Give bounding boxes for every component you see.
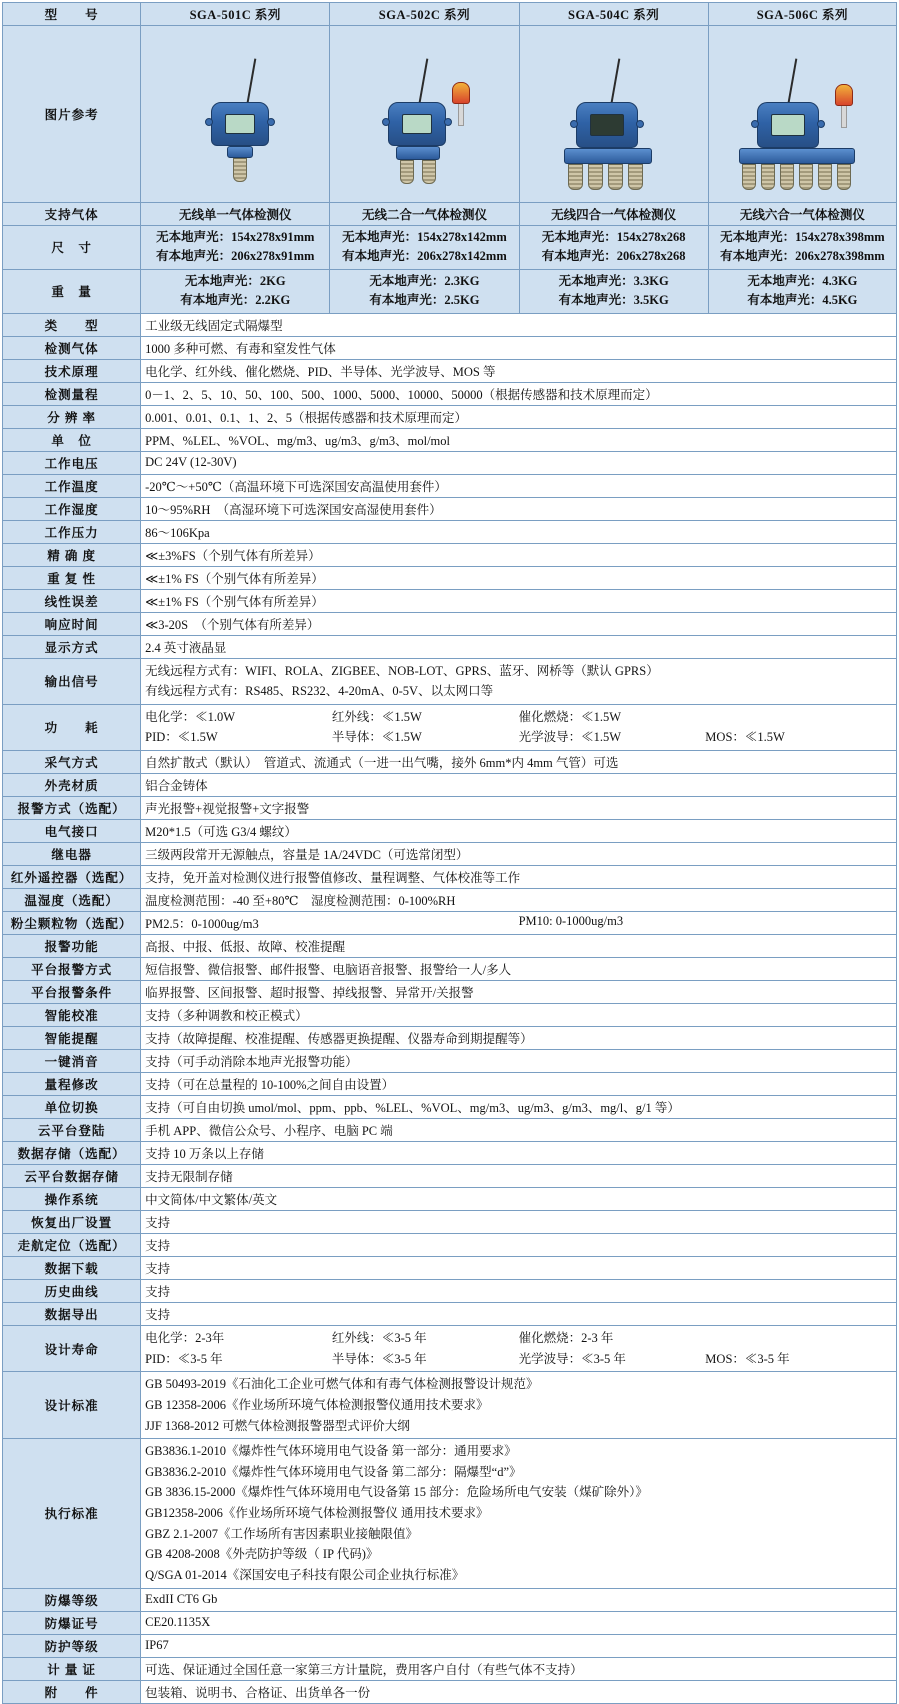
weight-501c-no-alarm: 无本地声光：2KG	[184, 273, 286, 288]
one-key-mute-value: 支持（可手动消除本地声光报警功能）	[141, 1050, 897, 1073]
unit-value: PPM、%LEL、%VOL、mg/m3、ug/m3、g/m3、mol/mol	[141, 428, 897, 451]
detect-gas-value: 1000 多种可燃、有毒和窒发性气体	[141, 336, 897, 359]
range-modify-value: 支持（可在总量程的 10-100%之间自由设置）	[141, 1073, 897, 1096]
header-model-502c: SGA-502C 系列	[330, 3, 519, 26]
output-signal-wireless: 无线远程方式有：WIFI、ROLA、ZIGBEE、NOB-LOT、GPRS、蓝牙、网桥等（默认 GPRS）	[145, 663, 659, 678]
unit-switch-value: 支持（可自由切换 umol/mol、ppm、ppb、%LEL、%VOL、mg/m3、ug/m3、g/m3、mg/l、g/1 等）	[141, 1096, 897, 1119]
row-alarm-function	[3, 935, 897, 958]
row-detect-gas	[3, 336, 897, 359]
row-relay	[3, 843, 897, 866]
mobile-positioning-label: 走航定位（选配）	[3, 1234, 141, 1257]
output-signal-label: 输出信号	[3, 658, 141, 704]
display-value: 2.4 英寸液晶显	[141, 635, 897, 658]
weight-501c	[141, 269, 330, 313]
smart-reminder-label: 智能提醒	[3, 1027, 141, 1050]
shell-material-value: 铝合金铸体	[141, 774, 897, 797]
gas-support-label: 支持气体	[3, 203, 141, 226]
data-export-label: 数据导出	[3, 1303, 141, 1326]
weight-label: 重 量	[3, 269, 141, 313]
row-exec-standard	[3, 1439, 897, 1588]
technology-label: 技术原理	[3, 359, 141, 382]
power-blank-1	[705, 707, 892, 728]
size-501c	[141, 226, 330, 270]
row-alarm-mode	[3, 797, 897, 820]
alarm-mode-value: 声光报警+视觉报警+文字报警	[141, 797, 897, 820]
smart-calibration-value: 支持（多种调教和校正模式）	[141, 1004, 897, 1027]
row-design-standard	[3, 1372, 897, 1439]
mobile-positioning-value: 支持	[141, 1234, 897, 1257]
history-curve-label: 历史曲线	[3, 1280, 141, 1303]
table-header-row	[3, 3, 897, 26]
life-mos: MOS：≪3-5 年	[705, 1351, 790, 1366]
resolution-label: 分 辨 率	[3, 405, 141, 428]
power-infrared: 红外线：≪1.5W	[331, 709, 422, 724]
size-label: 尺 寸	[3, 226, 141, 270]
row-ip-grade	[3, 1634, 897, 1657]
output-signal-value	[141, 658, 897, 704]
exec-standard-label: 执行标准	[3, 1439, 141, 1588]
power-catalytic: 催化燃烧：≪1.5W	[518, 709, 622, 724]
dust-value	[141, 912, 897, 935]
design-standard-line-1: GB 50493-2019《石油化工企业可燃气体和有毒气体检测报警设计规范》	[145, 1377, 539, 1392]
size-506c-no-alarm: 无本地声光：154x278x398mm	[720, 230, 885, 244]
output-signal-wired: 有线远程方式有：RS485、RS232、4-20mA、0-5V、以太网口等	[145, 684, 494, 699]
design-life-value	[141, 1326, 897, 1372]
dust-pm10: PM10: 0-1000ug/m3	[518, 914, 624, 928]
power-row-2	[145, 727, 892, 748]
power-electrochemical: 电化学：≪1.0W	[145, 709, 236, 724]
power-label: 功 耗	[3, 704, 141, 750]
row-measurement-certificate	[3, 1657, 897, 1680]
size-504c-no-alarm: 无本地声光：154x278x268	[541, 230, 686, 244]
size-506c	[708, 226, 896, 270]
row-shell-material	[3, 774, 897, 797]
weight-506c-with-alarm: 有本地声光：4.5KG	[747, 293, 858, 308]
image-row-label: 图片参考	[3, 26, 141, 203]
row-one-key-mute	[3, 1050, 897, 1073]
row-range-modify	[3, 1073, 897, 1096]
display-label: 显示方式	[3, 635, 141, 658]
linearity-value: ≪±1% FS（个别气体有所差异）	[141, 589, 897, 612]
device-image-504c	[519, 26, 708, 203]
device-drawing-single	[145, 28, 325, 200]
row-data-storage	[3, 1142, 897, 1165]
row-humidity	[3, 497, 897, 520]
design-standard-value	[141, 1372, 897, 1439]
one-key-mute-label: 一键消音	[3, 1050, 141, 1073]
ex-grade-value: ExdII CT6 Gb	[141, 1588, 897, 1611]
platform-alarm-mode-label: 平台报警方式	[3, 958, 141, 981]
life-catalytic: 催化燃烧：2-3 年	[518, 1331, 614, 1345]
alarm-function-label: 报警功能	[3, 935, 141, 958]
temp-humidity-option-label: 温湿度（选配）	[3, 889, 141, 912]
exec-standard-line-2: GB3836.2-2010《爆炸性气体环境用电气设备 第二部分：隔爆型“d”》	[145, 1464, 522, 1479]
row-temperature	[3, 474, 897, 497]
row-ex-grade	[3, 1588, 897, 1611]
ex-grade-label: 防爆等级	[3, 1588, 141, 1611]
size-504c	[519, 226, 708, 270]
ir-remote-value: 支持，免开盖对检测仪进行报警值修改、量程调整、气体校准等工作	[141, 866, 897, 889]
pressure-value: 86～106Kpa	[141, 520, 897, 543]
alarm-mode-label: 报警方式（选配）	[3, 797, 141, 820]
platform-alarm-condition-label: 平台报警条件	[3, 981, 141, 1004]
temperature-label: 工作温度	[3, 474, 141, 497]
weight-504c	[519, 269, 708, 313]
ip-grade-value: IP67	[141, 1634, 897, 1657]
row-electrical-interface	[3, 820, 897, 843]
cloud-login-label: 云平台登陆	[3, 1119, 141, 1142]
size-502c	[330, 226, 519, 270]
ip-grade-label: 防护等级	[3, 1634, 141, 1657]
weight-504c-no-alarm: 无本地声光：3.3KG	[558, 273, 669, 288]
accuracy-label: 精 确 度	[3, 543, 141, 566]
gas-support-504c: 无线四合一气体检测仪	[519, 203, 708, 226]
power-pid: PID：≪1.5W	[145, 730, 218, 745]
row-history-curve	[3, 1280, 897, 1303]
row-temp-humidity-option	[3, 889, 897, 912]
accessories-value: 包装箱、说明书、合格证、出货单各一份	[141, 1680, 897, 1703]
row-display	[3, 635, 897, 658]
row-linearity	[3, 589, 897, 612]
ex-certificate-label: 防爆证号	[3, 1611, 141, 1634]
dust-label: 粉尘颗粒物（选配）	[3, 912, 141, 935]
device-image-506c	[708, 26, 896, 203]
electrical-interface-value: M20*1.5（可选 G3/4 螺纹）	[141, 820, 897, 843]
weight-506c	[708, 269, 896, 313]
detect-gas-label: 检测气体	[3, 336, 141, 359]
voltage-label: 工作电压	[3, 451, 141, 474]
life-infrared: 红外线：≪3-5 年	[331, 1331, 427, 1345]
device-drawing-hex	[713, 28, 892, 200]
row-response-time	[3, 612, 897, 635]
data-storage-value: 支持 10 万条以上存储	[141, 1142, 897, 1165]
life-semiconductor: 半导体：≪3-5 年	[331, 1351, 427, 1366]
row-voltage	[3, 451, 897, 474]
platform-alarm-condition-value: 临界报警、区间报警、超时报警、掉线报警、异常开/关报警	[141, 981, 897, 1004]
row-platform-alarm-mode	[3, 958, 897, 981]
data-export-value: 支持	[141, 1303, 897, 1326]
sampling-value: 自然扩散式（默认） 管道式、流通式（一进一出气嘴，接外 6mm*内 4mm 气管）可选	[141, 751, 897, 774]
row-operating-system	[3, 1188, 897, 1211]
range-value: 0－1、2、5、10、50、100、500、1000、5000、10000、50000（根据传感器和技术原理而定）	[141, 382, 897, 405]
type-value: 工业级无线固定式隔爆型	[141, 313, 897, 336]
row-data-download	[3, 1257, 897, 1280]
factory-reset-label: 恢复出厂设置	[3, 1211, 141, 1234]
weight-502c-with-alarm: 有本地声光：2.5KG	[369, 293, 480, 308]
history-curve-value: 支持	[141, 1280, 897, 1303]
row-accessories	[3, 1680, 897, 1703]
data-download-label: 数据下载	[3, 1257, 141, 1280]
accuracy-value: ≪±3%FS（个别气体有所差异）	[141, 543, 897, 566]
header-model-504c: SGA-504C 系列	[519, 3, 708, 26]
row-resolution	[3, 405, 897, 428]
size-504c-with-alarm: 有本地声光：206x278x268	[541, 249, 686, 264]
relay-label: 继电器	[3, 843, 141, 866]
resolution-value: 0.001、0.01、0.1、1、2、5（根据传感器和技术原理而定）	[141, 405, 897, 428]
row-cloud-storage	[3, 1165, 897, 1188]
row-size	[3, 226, 897, 270]
unit-label: 单 位	[3, 428, 141, 451]
size-502c-with-alarm: 有本地声光：206x278x142mm	[342, 249, 507, 264]
row-data-export	[3, 1303, 897, 1326]
row-gas-support	[3, 203, 897, 226]
weight-502c-no-alarm: 无本地声光：2.3KG	[369, 273, 480, 288]
size-506c-with-alarm: 有本地声光：206x278x398mm	[720, 249, 885, 264]
row-cloud-login	[3, 1119, 897, 1142]
operating-system-value: 中文简体/中文繁体/英文	[141, 1188, 897, 1211]
device-image-502c	[330, 26, 519, 203]
power-mos: MOS：≪1.5W	[705, 730, 785, 745]
technology-value: 电化学、红外线、催化燃烧、PID、半导体、光学波导、MOS 等	[141, 359, 897, 382]
weight-504c-with-alarm: 有本地声光：3.5KG	[558, 293, 669, 308]
cloud-storage-value: 支持无限制存储	[141, 1165, 897, 1188]
humidity-label: 工作湿度	[3, 497, 141, 520]
design-life-row-1	[145, 1328, 892, 1349]
electrical-interface-label: 电气接口	[3, 820, 141, 843]
repeatability-value: ≪±1% FS（个别气体有所差异）	[141, 566, 897, 589]
power-optical: 光学波导：≪1.5W	[518, 730, 622, 745]
design-life-row-2	[145, 1349, 892, 1370]
row-power	[3, 704, 897, 750]
data-download-value: 支持	[141, 1257, 897, 1280]
row-accuracy	[3, 543, 897, 566]
type-label: 类 型	[3, 313, 141, 336]
operating-system-label: 操作系统	[3, 1188, 141, 1211]
life-optical: 光学波导：≪3-5 年	[518, 1351, 626, 1366]
row-unit-switch	[3, 1096, 897, 1119]
cloud-storage-label: 云平台数据存储	[3, 1165, 141, 1188]
smart-calibration-label: 智能校准	[3, 1004, 141, 1027]
row-unit	[3, 428, 897, 451]
dust-pm25: PM2.5：0-1000ug/m3	[145, 917, 259, 931]
row-type	[3, 313, 897, 336]
specification-table	[2, 2, 897, 1704]
row-sampling	[3, 751, 897, 774]
row-repeatability	[3, 566, 897, 589]
humidity-value: 10～95%RH （高湿环境下可选深国安高湿使用套件）	[141, 497, 897, 520]
size-501c-with-alarm: 有本地声光：206x278x91mm	[156, 249, 315, 264]
exec-standard-line-6: GB 4208-2008《外壳防护等级（ IP 代码)》	[145, 1547, 379, 1562]
smart-reminder-value: 支持（故障提醒、校准提醒、传感器更换提醒、仪器寿命到期提醒等）	[141, 1027, 897, 1050]
gas-support-501c: 无线单一气体检测仪	[141, 203, 330, 226]
design-standard-line-3: JJF 1368-2012 可燃气体检测报警器型式评价大纲	[145, 1418, 410, 1433]
row-output-signal	[3, 658, 897, 704]
weight-502c	[330, 269, 519, 313]
device-drawing-dual	[334, 28, 514, 200]
power-value	[141, 704, 897, 750]
ex-certificate-value: CE20.1135X	[141, 1611, 897, 1634]
row-weight	[3, 269, 897, 313]
range-label: 检测量程	[3, 382, 141, 405]
row-factory-reset	[3, 1211, 897, 1234]
linearity-label: 线性误差	[3, 589, 141, 612]
relay-value: 三级两段常开无源触点，容量是 1A/24VDC（可选常闭型）	[141, 843, 897, 866]
data-storage-label: 数据存储（选配）	[3, 1142, 141, 1165]
range-modify-label: 量程修改	[3, 1073, 141, 1096]
power-semiconductor: 半导体：≪1.5W	[331, 730, 422, 745]
exec-standard-line-3: GB 3836.15-2000《爆炸性气体环境用电气设备第 15 部分：危险场所电气安装（煤矿除外）》	[145, 1485, 648, 1500]
weight-506c-no-alarm: 无本地声光：4.3KG	[747, 273, 858, 288]
header-model-label: 型 号	[3, 3, 141, 26]
life-electrochemical: 电化学：2-3年	[145, 1331, 225, 1345]
design-standard-line-2: GB 12358-2006《作业场所环境气体检测报警仪通用技术要求》	[145, 1397, 489, 1412]
image-row	[3, 26, 897, 203]
shell-material-label: 外壳材质	[3, 774, 141, 797]
design-life-label: 设计寿命	[3, 1326, 141, 1372]
header-model-506c: SGA-506C 系列	[708, 3, 896, 26]
row-technology	[3, 359, 897, 382]
voltage-value: DC 24V (12-30V)	[141, 451, 897, 474]
row-ex-certificate	[3, 1611, 897, 1634]
row-platform-alarm-condition	[3, 981, 897, 1004]
row-mobile-positioning	[3, 1234, 897, 1257]
sampling-label: 采气方式	[3, 751, 141, 774]
exec-standard-line-1: GB3836.1-2010《爆炸性气体环境用电气设备 第一部分：通用要求》	[145, 1444, 517, 1459]
row-design-life	[3, 1326, 897, 1372]
response-time-value: ≪3-20S （个别气体有所差异）	[141, 612, 897, 635]
device-image-501c	[141, 26, 330, 203]
response-time-label: 响应时间	[3, 612, 141, 635]
life-blank-1	[705, 1328, 892, 1349]
exec-standard-value	[141, 1439, 897, 1588]
unit-switch-label: 单位切换	[3, 1096, 141, 1119]
pressure-label: 工作压力	[3, 520, 141, 543]
exec-standard-line-5: GBZ 2.1-2007《工作场所有害因素职业接触限值》	[145, 1526, 419, 1541]
gas-support-506c: 无线六合一气体检测仪	[708, 203, 896, 226]
row-smart-reminder	[3, 1027, 897, 1050]
header-model-501c: SGA-501C 系列	[141, 3, 330, 26]
weight-501c-with-alarm: 有本地声光：2.2KG	[180, 293, 291, 308]
device-drawing-quad	[524, 28, 704, 200]
accessories-label: 附 件	[3, 1680, 141, 1703]
design-standard-label: 设计标准	[3, 1372, 141, 1439]
row-range	[3, 382, 897, 405]
life-pid: PID：≪3-5 年	[145, 1351, 223, 1366]
factory-reset-value: 支持	[141, 1211, 897, 1234]
power-row-1	[145, 707, 892, 728]
dust-row	[145, 914, 892, 932]
row-ir-remote	[3, 866, 897, 889]
size-502c-no-alarm: 无本地声光：154x278x142mm	[342, 230, 507, 244]
cloud-login-value: 手机 APP、微信公众号、小程序、电脑 PC 端	[141, 1119, 897, 1142]
row-smart-calibration	[3, 1004, 897, 1027]
exec-standard-line-4: GB12358-2006《作业场所环境气体检测报警仪 通用技术要求》	[145, 1506, 489, 1520]
temp-humidity-option-value: 温度检测范围：-40 至+80℃ 湿度检测范围：0-100%RH	[141, 889, 897, 912]
temperature-value: -20℃～+50℃（高温环境下可选深国安高温使用套件）	[141, 474, 897, 497]
row-pressure	[3, 520, 897, 543]
measurement-certificate-value: 可选、保证通过全国任意一家第三方计量院，费用客户自付（有些气体不支持）	[141, 1657, 897, 1680]
gas-support-502c: 无线二合一气体检测仪	[330, 203, 519, 226]
size-501c-no-alarm: 无本地声光：154x278x91mm	[156, 230, 315, 244]
measurement-certificate-label: 计 量 证	[3, 1657, 141, 1680]
ir-remote-label: 红外遥控器（选配）	[3, 866, 141, 889]
platform-alarm-mode-value: 短信报警、微信报警、邮件报警、电脑语音报警、报警给一人/多人	[141, 958, 897, 981]
alarm-function-value: 高报、中报、低报、故障、校准提醒	[141, 935, 897, 958]
repeatability-label: 重 复 性	[3, 566, 141, 589]
exec-standard-line-7: Q/SGA 01-2014《深国安电子科技有限公司企业执行标准》	[145, 1567, 465, 1582]
row-dust	[3, 912, 897, 935]
